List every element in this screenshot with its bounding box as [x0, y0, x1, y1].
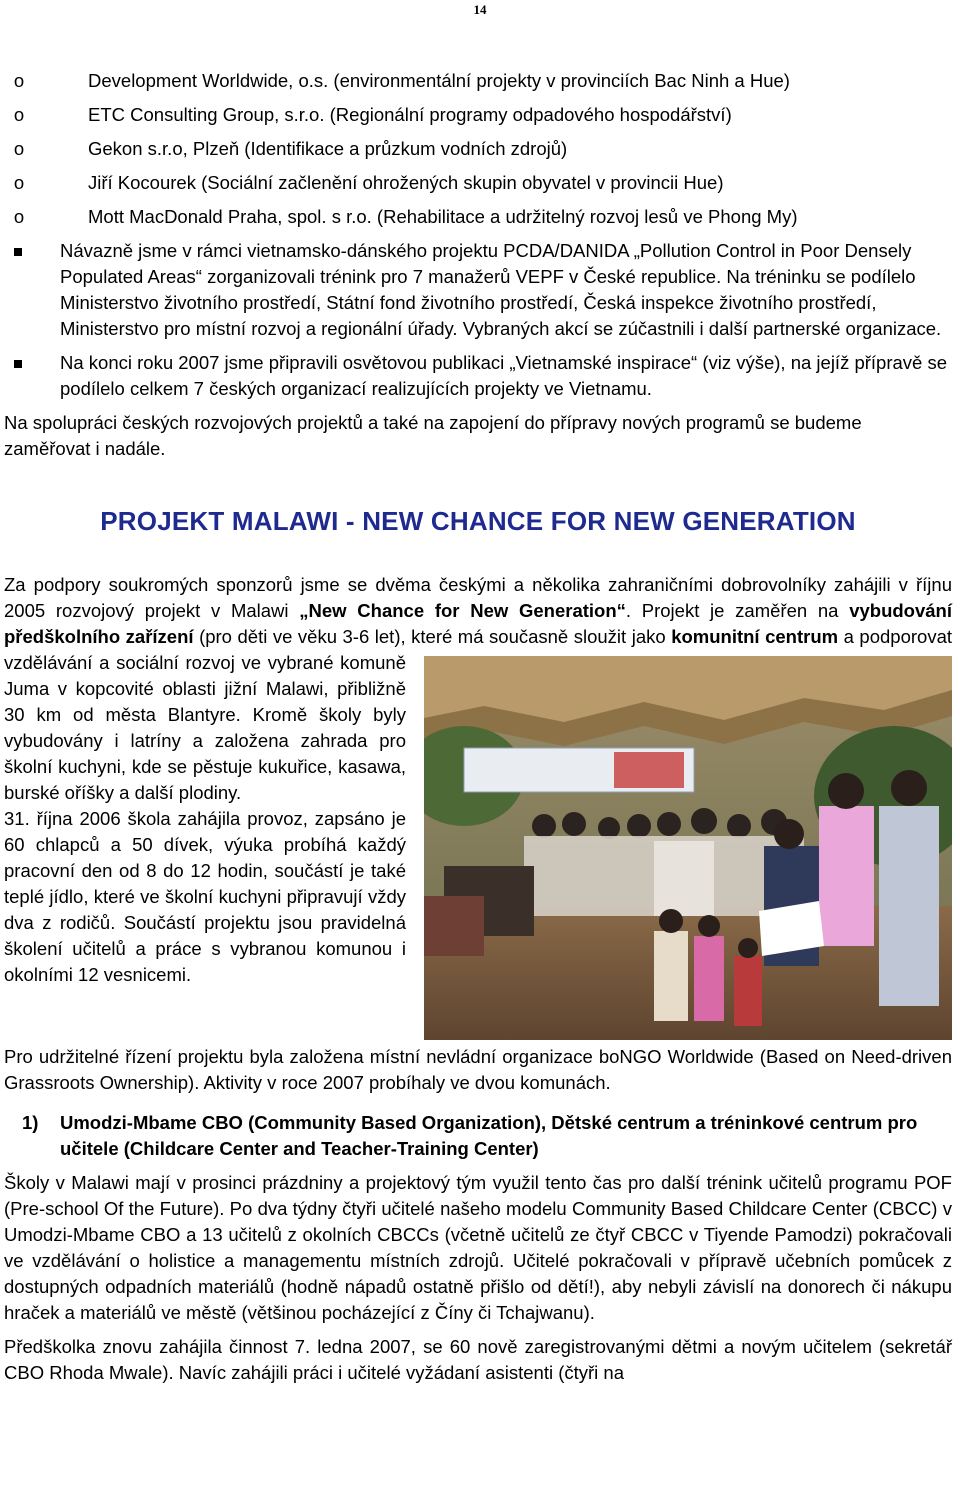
list-item: o Jiří Kocourek (Sociální začlenění ohrožených skupin obyvatel v provincii Hue)	[4, 166, 952, 200]
list-item: o ETC Consulting Group, s.r.o. (Regionální programy odpadového hospodářství)	[4, 98, 952, 132]
bongo-paragraph: Pro udržitelné řízení projektu byla založena místní nevládní organizace boNGO Worldwide (Based on Need-driven Grassroots Ownership). Aktivity v roce 2007 probíhaly ve dvou komunách.	[4, 1046, 952, 1093]
bold-preschool: vybudování předškolního zařízení	[4, 600, 952, 647]
malawi-intro-paragraph: Za podpory soukromých sponzorů jsme se dvěma českými a několika zahraničními dobrovolníky zahájili v říjnu 2005 rozvojový projekt v Malawi „New Chance for New Generation“. Projekt je zaměřen na vybudování předškolního zařízení (pro děti ve věku 3-6 let), které má současně sloužit jako komunitní centrum a podporovat vzdělávání a sociální rozvoj ve vybrané komuně Juma v kopcovité oblasti jižní Malawi, přibližně 30 km od města Blantyre. Kromě školy byly vybudovány i latríny a založena zahrada pro školní kuchyni, kde se pěstuje kukuřice, kasawa, burské oříšky a další plodiny.	[4, 572, 952, 806]
cooperation-paragraph: Na spolupráci českých rozvojových projektů a také na zapojení do přípravy nových programů se budeme zaměřovat i nadále.	[4, 412, 862, 459]
page-number: 14	[473, 2, 487, 17]
list-marker: o	[13, 70, 25, 91]
numbered-heading	[4, 1110, 952, 1162]
heading-number: 1)	[22, 1112, 39, 1133]
partner-list	[4, 64, 952, 234]
list-item: o Development Worldwide, o.s. (environmentální projekty v provinciích Bac Ninh a Hue)	[4, 64, 952, 98]
square-bullet-icon	[14, 360, 22, 368]
project-name: „New Chance for New Generation“	[299, 600, 626, 621]
square-bullet-icon	[14, 248, 22, 256]
bullet-item: Na konci roku 2007 jsme připravili osvětovou publikaci „Vietnamské inspirace“ (viz výše), na jejíž přípravě se podílelo celkem 7 českých organizací realizujících projekty ve Vietnamu.	[4, 350, 952, 402]
list-item: o Gekon s.r.o, Plzeň (Identifikace a průzkum vodních zdrojů)	[4, 132, 952, 166]
school-start-paragraph: 31. října 2006 škola zahájila provoz, zapsáno je 60 chlapců a 50 dívek, výuka probíhá každý pracovní den od 8 do 12 hodin, součástí je také teplé jídlo, které ve školní kuchyni připravují vždy dva z rodičů. Součástí projektu jsou pravidelná školení učitelů a práce s vybranou komunou i okolními 12 vesnicemi.	[4, 808, 406, 985]
list-marker: o	[13, 206, 25, 227]
bullet-item: Návazně jsme v rámci vietnamsko-dánského projektu PCDA/DANIDA „Pollution Control in Poor Densely Populated Areas“ zorganizovali trénink pro 7 manažerů VEPF v České republice. Na tréninku se podílelo Ministerstvo životního prostředí, Státní fond životního prostředí, Česká inspekce životního prostředí, Ministerstvo pro místní rozvoj a regionální úřady. Vybraných akcí se zúčastnili i další partnerské organizace.	[4, 238, 952, 342]
section-title: PROJEKT MALAWI - NEW CHANCE FOR NEW GENERATION	[100, 506, 856, 536]
preschool-paragraph: Předškolka znovu zahájila činnost 7. ledna 2007, se 60 nově zaregistrovanými dětmi a novým učitelem (sekretář CBO Rhoda Mwale). Navíc zahájili práci i učitelé vyžádaní asistenti (čtyři na	[4, 1336, 952, 1383]
heading-text: Umodzi-Mbame CBO (Community Based Organization), Dětské centrum a tréninkové centrum pro učitele (Childcare Center and Teacher-Training Center)	[60, 1112, 918, 1159]
list-marker: o	[13, 172, 25, 193]
bold-community-centre: komunitní centrum	[671, 626, 839, 647]
school-event-photo	[424, 656, 952, 1040]
list-marker: o	[13, 104, 25, 125]
training-paragraph: Školy v Malawi mají v prosinci prázdniny a projektový tým využil tento čas pro další trénink učitelů programu POF (Pre-school Of the Future). Po dva týdny čtyři učitelé našeho modelu Community Based Childcare Center (CBCC) v Umodzi-Mbame CBO a 13 učitelů z okolních CBCCs (včetně učitelů ze čtyř CBCC v Tiyende Pamodzi) pokračovali ve vzdělávání o holistice a managementu místních zdrojů. Učitelé pokračovali v přípravě učebních pomůcek z dostupných odpadních materiálů (hodně nápadů ostatně přišlo od dětí!), aby nebyli závislí na donorech či nákupu hraček a materiálů ve městě (většinou pocházející z Číny či Tchajwanu).	[4, 1172, 952, 1323]
list-item: o Mott MacDonald Praha, spol. s r.o. (Rehabilitace a udržitelný rozvoj lesů ve Phong My)	[4, 200, 952, 234]
bullet-list	[4, 238, 952, 402]
list-marker: o	[13, 138, 25, 159]
document-body	[4, 64, 952, 1386]
